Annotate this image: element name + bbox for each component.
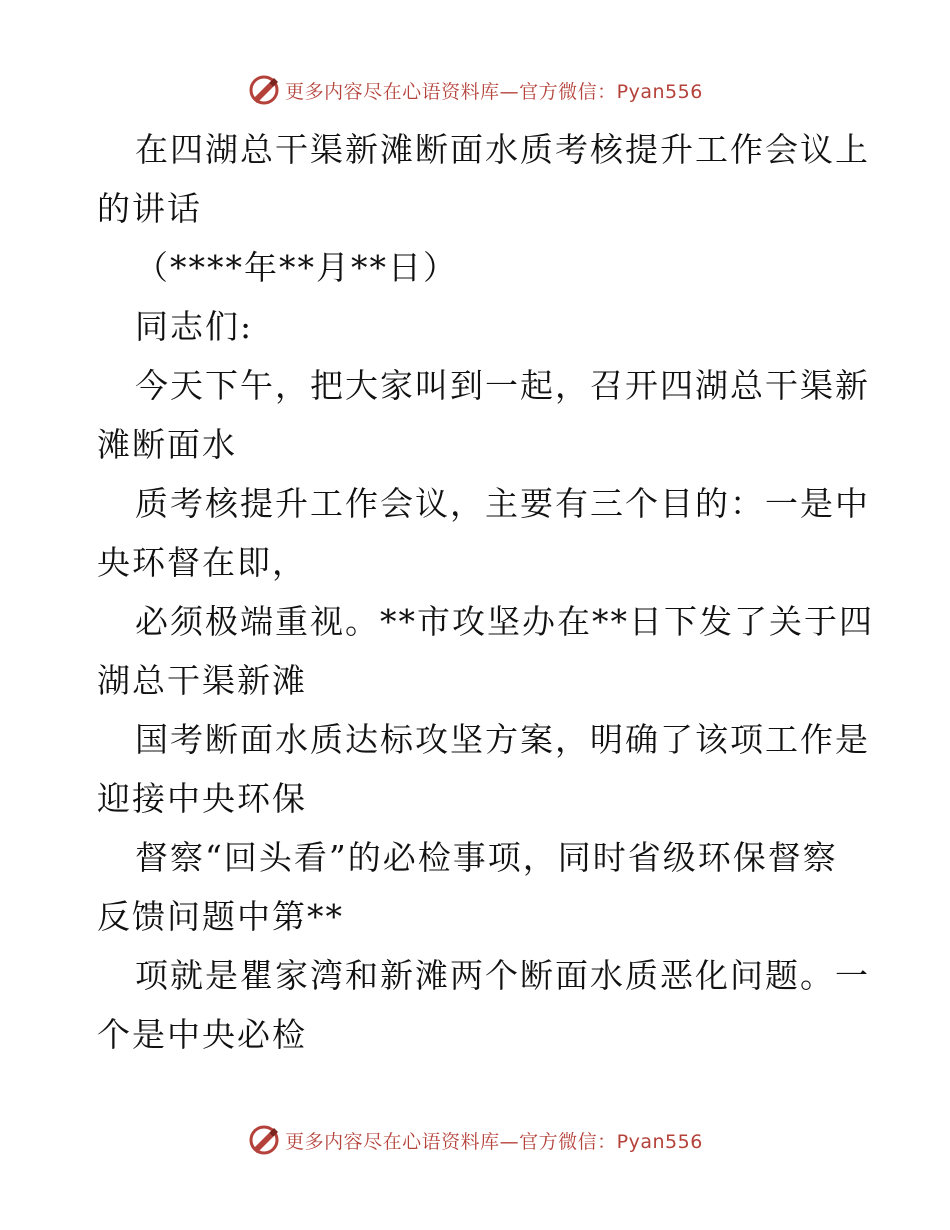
watermark-text: 更多内容尽在心语资料库—官方微信：Pyan556 [285,80,703,103]
footer-watermark [0,1120,950,1160]
paragraph-line: 迎接中央环保 [97,779,307,818]
title-line-2: 的讲话 [97,189,202,228]
salutation: 同志们: [135,307,254,346]
paragraph-line: 项就是瞿家湾和新滩两个断面水质恶化问题。一 [135,956,870,995]
paragraph-line: 必须极端重视。**市攻坚办在**日下发了关于四 [135,602,874,641]
paragraph-line: 国考断面水质达标攻坚方案，明确了该项工作是 [135,720,870,759]
pen-circle-logo-icon [247,73,281,107]
watermark-text: 更多内容尽在心语资料库—官方微信：Pyan556 [285,1130,703,1153]
document-body [97,120,874,1064]
pen-circle-logo-icon [247,1123,281,1157]
paragraph-line: 个是中央必检 [97,1015,307,1054]
paragraph-line: 今天下午，把大家叫到一起，召开四湖总干渠新 [135,366,870,405]
paragraph-line: 央环督在即， [97,543,307,582]
title-line-1: 在四湖总干渠新滩断面水质考核提升工作会议上 [135,130,870,169]
date-line: （****年**月**日） [135,248,458,287]
paragraph-line: 反馈问题中第** [97,897,344,936]
paragraph-line: 督察“回头看”的必检事项，同时省级环保督察 [135,838,838,877]
paragraph-line: 质考核提升工作会议，主要有三个目的：一是中 [135,484,870,523]
paragraph-line: 滩断面水 [97,425,237,464]
header-watermark [0,70,950,110]
paragraph-line: 湖总干渠新滩 [97,661,307,700]
